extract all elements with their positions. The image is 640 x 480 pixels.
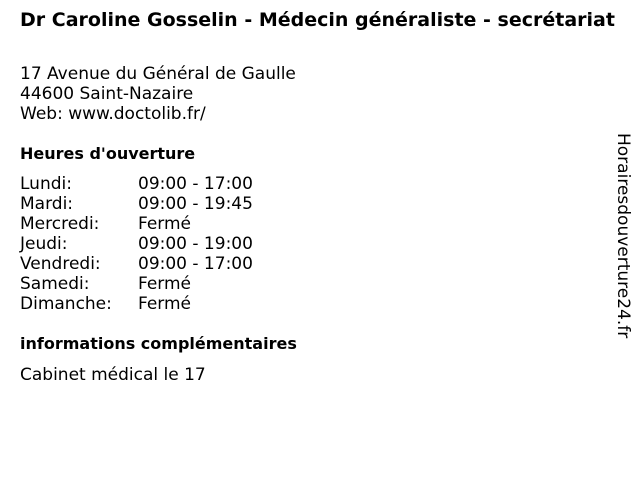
day-label: Lundi: [20,174,72,194]
hours-row-wednesday [20,214,253,234]
day-label: Mercredi: [20,214,100,234]
website-text: Web: www.doctolib.fr/ [20,104,206,124]
hours-row-tuesday [20,194,253,214]
address-city: 44600 Saint-Nazaire [20,84,194,104]
hours-row-thursday [20,234,253,254]
additional-info-heading: informations complémentaires [20,334,297,353]
page-title: Dr Caroline Gosselin - Médecin généraliste - secrétariat [20,9,615,31]
time-value: Fermé [138,294,192,314]
time-value: 09:00 - 17:00 [138,174,253,194]
day-label: Samedi: [20,274,90,294]
address-block [20,64,296,124]
hours-row-sunday [20,294,253,314]
day-label: Dimanche: [20,294,112,314]
time-value: Fermé [138,274,192,294]
address-street: 17 Avenue du Général de Gaulle [20,64,296,84]
hours-row-monday [20,174,253,194]
hours-row-friday [20,254,253,274]
watermark [611,133,635,347]
day-label: Vendredi: [20,254,101,274]
day-label: Jeudi: [20,234,68,254]
time-value: Fermé [138,214,192,234]
opening-hours-list [20,174,253,314]
watermark-text: Horairesdouverture24.fr [613,133,633,339]
hours-row-saturday [20,274,253,294]
opening-hours-heading: Heures d'ouverture [20,144,196,163]
time-value: 09:00 - 17:00 [138,254,253,274]
day-label: Mardi: [20,194,74,214]
time-value: 09:00 - 19:00 [138,234,253,254]
time-value: 09:00 - 19:45 [138,194,253,214]
additional-info-text: Cabinet médical le 17 [20,365,206,385]
